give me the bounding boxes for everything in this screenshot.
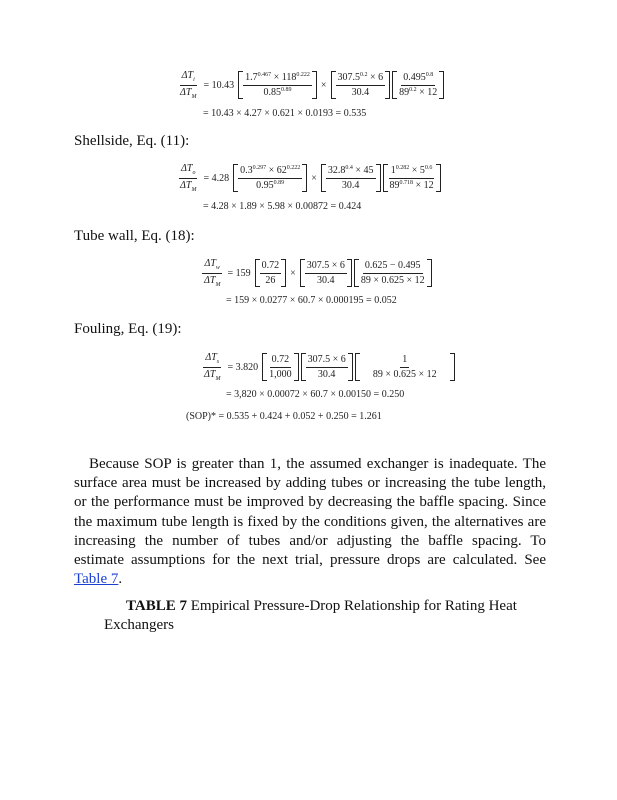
shellside-equation: $\frac{\Delta T_o}{\Delta T_M}$ = 4.28 $\frac{0.3^{0.297} \times 62^{0.222}}{0.95^{0.89}}$ × $\frac{32.8^{0.4} \times 45}{30.4}$ $\frac{1^{0.282} \times 5^{0.6}}{89^{0.718} \times 12}$ (176, 163, 442, 194)
tubewall-result: = 159 × 0.0277 × 60.7 × 0.000195 = 0.052 (226, 295, 397, 306)
paragraph-text: Because SOP is greater than 1, the assumed exchanger is inadequate. The surface area must be increased by adding tubes or increasing the tube length, or the performance must be improved by decreasing the baffle spacing. Since the maximum tube length is fixed by the conditions given, the alternatives are increasing the number of tubes and/or adjusting the baffle spacing. To estimate assumptions for the next trial, pressure drops are calculated. See (74, 456, 546, 569)
tubewall-factor-1: $\frac{0.72}{26}$ (255, 260, 287, 286)
fouling-equation: $\frac{\Delta T_s}{\Delta T_M}$ = 3.820 $\frac{0.72}{1,000}$ $\frac{307.5 \times 6}{30.4}$ $\frac{1}{89 \times 0.625 \times 12}$ (200, 352, 456, 383)
tubewall-lhs: $\frac{\Delta T_w}{\Delta T_M}$ (204, 258, 221, 288)
fouling-factor-3: $\frac{1}{89 \times 0.625 \times 12}$ (355, 354, 455, 380)
fouling-factor-1: $\frac{0.72}{1,000}$ (262, 354, 299, 380)
body-paragraph: Because SOP is greater than 1, the assumed exchanger is inadequate. The surface area must be increased by adding tubes or increasing the tube length, or the performance must be improved by decreasing the baffle spacing. Since the maximum tube length is fixed by the conditions given, the alternatives are increasing the number of tubes and/or adjusting the baffle spacing. To estimate assumptions for the next trial, pressure drops are calculated. See Table 7. (74, 456, 546, 588)
tubeside-result: = 10.43 × 4.27 × 0.621 × 0.0193 = 0.535 (203, 108, 367, 119)
tubeside-equation: $\frac{\Delta T_i}{\Delta T_M}$ = 10.43 $\frac{1.7^{0.467} \times 118^{0.222}}{0.85^{0.89}}$ × $\frac{307.5^{0.2} \times 6}{30.4}$ $\frac{0.495^{0.8}}{89^{0.2} \times 12}$ (176, 70, 445, 101)
shellside-lhs: $\frac{\Delta T_o}{\Delta T_M}$ (180, 163, 197, 193)
tubewall-factor-3: $\frac{0.625 - 0.495}{89 \times 0.625 \times 12}$ (354, 260, 432, 286)
shellside-factor-3: $\frac{1^{0.282} \times 5^{0.6}}{89^{0.718} \times 12}$ (383, 165, 441, 191)
tubeside-factor-3: $\frac{0.495^{0.8}}{89^{0.2} \times 12}$ (392, 72, 444, 98)
shellside-result: = 4.28 × 1.89 × 5.98 × 0.00872 = 0.424 (203, 201, 362, 212)
shellside-heading: Shellside, Eq. (11): (74, 133, 190, 149)
tubewall-factor-2: $\frac{307.5 \times 6}{30.4}$ (300, 260, 352, 286)
table-7-link[interactable]: Table 7 (74, 571, 119, 588)
fouling-heading: Fouling, Eq. (19): (74, 321, 182, 337)
tubeside-factor-1: $\frac{1.7^{0.467} \times 118^{0.222}}{0.85^{0.89}}$ (238, 72, 317, 98)
tubewall-heading: Tube wall, Eq. (18): (74, 228, 195, 244)
shellside-factor-1: $\frac{0.3^{0.297} \times 62^{0.222}}{0.95^{0.89}}$ (233, 165, 307, 191)
tubeside-factor-2: $\frac{307.5^{0.2} \times 6}{30.4}$ (331, 72, 391, 98)
table-title: Empirical Pressure-Drop Relationship for Rating Heat Exchangers (104, 598, 517, 633)
table-label: TABLE 7 (126, 598, 187, 614)
shellside-factor-2: $\frac{32.8^{0.4} \times 45}{30.4}$ (321, 165, 381, 191)
sop-total: (SOP)* = 0.535 + 0.424 + 0.052 + 0.250 = 1.261 (186, 411, 382, 422)
fouling-result: = 3,820 × 0.00072 × 60.7 × 0.00150 = 0.250 (226, 389, 405, 400)
tubewall-equation: $\frac{\Delta T_w}{\Delta T_M}$ = 159 $\frac{0.72}{26}$ × $\frac{307.5 \times 6}{30.4}$ $\frac{0.625 - 0.495}{89 \times 0.625 \times 12}$ (200, 258, 433, 289)
tubeside-lhs: $\frac{\Delta T_i}{\Delta T_M}$ (180, 70, 197, 100)
tubeside-coef: = 10.43 (203, 79, 235, 91)
fouling-lhs: $\frac{\Delta T_s}{\Delta T_M}$ (204, 352, 221, 382)
fouling-factor-2: $\frac{307.5 \times 6}{30.4}$ (301, 354, 353, 380)
table-caption (104, 597, 546, 635)
